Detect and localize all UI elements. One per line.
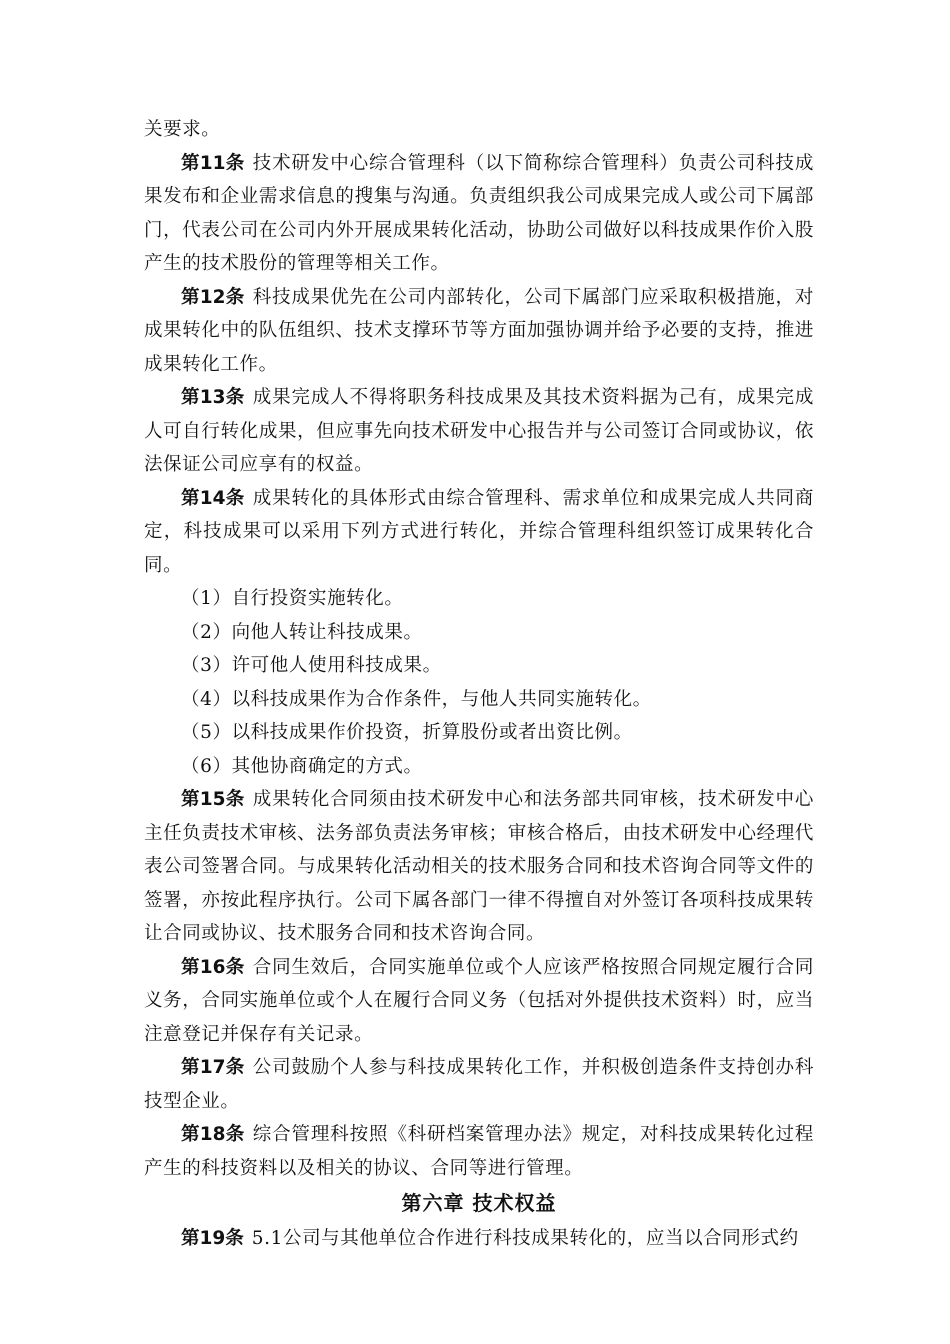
list-item: （1）自行投资实施转化。 bbox=[181, 588, 404, 609]
article-label: 第11条 bbox=[181, 152, 245, 174]
article-label: 第12条 bbox=[181, 286, 245, 308]
article-14 bbox=[144, 482, 814, 583]
article-text: 技术研发中心综合管理科（以下简称综合管理科）负责公司科技成果发布和企业需求信息的搜集与沟通。负责组织我公司成果完成人或公司下属部门，代表公司在公司内外开展成果转化活动，协助公司做好以科技成果作价入股产生的技术股份的管理等相关工作。 bbox=[144, 152, 814, 274]
article-label: 第16条 bbox=[181, 956, 245, 978]
article-label: 第18条 bbox=[181, 1124, 245, 1145]
article-16 bbox=[144, 951, 814, 1052]
chapter-title: 第六章 技术权益 bbox=[401, 1191, 557, 1215]
article-19 bbox=[144, 1222, 814, 1256]
list-item: （5）以科技成果作价投资，折算股份或者出资比例。 bbox=[181, 722, 633, 743]
article-13 bbox=[144, 381, 814, 482]
article-text: 合同生效后，合同实施单位或个人应该严格按照合同规定履行合同义务，合同实施单位或个人在履行合同义务（包括对外提供技术资料）时，应当注意登记并保存有关记录。 bbox=[144, 956, 814, 1045]
list-item: （6）其他协商确定的方式。 bbox=[181, 755, 423, 777]
intro-text: 关要求。 bbox=[144, 119, 221, 140]
article-text: 综合管理科按照《科研档案管理办法》规定，对科技成果转化过程产生的科技资料以及相关的协议、合同等进行管理。 bbox=[144, 1124, 814, 1179]
article-text: 成果转化的具体形式由综合管理科、需求单位和成果完成人共同商定，科技成果可以采用下列方式进行转化，并综合管理科组织签订成果转化合同。 bbox=[144, 487, 814, 576]
article-11 bbox=[144, 147, 814, 281]
list-item: （3）许可他人使用科技成果。 bbox=[181, 655, 442, 676]
article-12 bbox=[144, 281, 814, 382]
article-text: 成果转化合同须由技术研发中心和法务部共同审核，技术研发中心主任负责技术审核、法务部负责法务审核；审核合格后，由技术研发中心经理代表公司签署合同。与成果转化活动相关的技术服务合同和技术咨询合同等文件的签署，亦按此程序执行。公司下属各部门一律不得擅自对外签订各项科技成果转让合同或协议、技术服务合同和技术咨询合同。 bbox=[144, 789, 814, 944]
document-body bbox=[144, 113, 814, 1256]
list-item: （2）向他人转让科技成果。 bbox=[181, 621, 423, 643]
article-text: 公司鼓励个人参与科技成果转化工作，并积极创造条件支持创办科技型企业。 bbox=[144, 1057, 814, 1112]
list-item: （4）以科技成果作为合作条件，与他人共同实施转化。 bbox=[181, 688, 652, 710]
article-15 bbox=[144, 783, 814, 951]
article-label: 第17条 bbox=[181, 1057, 245, 1078]
article-18 bbox=[144, 1118, 814, 1185]
intro-line bbox=[144, 113, 814, 147]
article-label: 第14条 bbox=[181, 487, 245, 509]
article-text: 成果完成人不得将职务科技成果及其技术资料据为己有，成果完成人可自行转化成果，但应事先向技术研发中心报告并与公司签订合同或协议，依法保证公司应享有的权益。 bbox=[144, 387, 814, 475]
article-text: 5.1公司与其他单位合作进行科技成果转化的，应当以合同形式约 bbox=[251, 1228, 799, 1249]
article-label: 第19条 bbox=[181, 1228, 244, 1249]
article-17 bbox=[144, 1051, 814, 1118]
article-label: 第13条 bbox=[181, 387, 245, 408]
article-text: 科技成果优先在公司内部转化，公司下属部门应采取积极措施，对成果转化中的队伍组织、技术支撑环节等方面加强协调并给予必要的支持，推进成果转化工作。 bbox=[144, 286, 814, 375]
article-label: 第15条 bbox=[181, 789, 245, 810]
